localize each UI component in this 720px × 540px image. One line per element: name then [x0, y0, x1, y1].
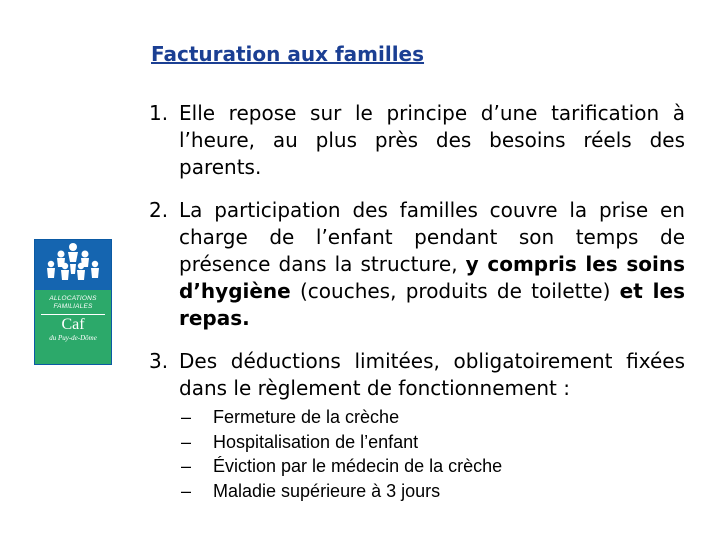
- sub-list-text: Hospitalisation de l’enfant: [213, 431, 419, 452]
- sub-list-dash: –: [181, 407, 192, 427]
- logo-line1: ALLOCATIONS: [49, 295, 97, 302]
- sub-list-item: [181, 430, 502, 455]
- item-text-part: La participation des familles couvre la prise en charge de l’enfant pendant son temps de présence dans la structure,: [179, 198, 685, 276]
- sub-list-text: Éviction par le médecin de la crèche: [213, 456, 503, 476]
- sub-list-dash: –: [181, 431, 192, 452]
- sub-list-text: Fermeture de la crèche: [213, 407, 400, 427]
- logo-caf: Caf: [61, 316, 85, 333]
- item-text: [179, 197, 685, 332]
- sub-list-text: Maladie supérieure à 3 jours: [213, 480, 441, 501]
- list-item: [149, 197, 685, 332]
- sub-list-item: [181, 454, 502, 479]
- numbered-list: [149, 100, 685, 418]
- family-figures-icon: [35, 240, 111, 290]
- item-text-bold: et les repas.: [179, 279, 685, 330]
- item-text: Elle repose sur le principe d’une tarification à l’heure, au plus près des besoins réels des parents.: [179, 101, 685, 179]
- sub-list-item: [181, 405, 502, 430]
- logo-subtitle: du Puy-de-Dôme: [49, 334, 97, 342]
- logo-text-area: [35, 290, 111, 364]
- item-number: 2.: [149, 198, 169, 222]
- item-text-bold: y compris les soins d’hygiène: [179, 252, 685, 303]
- slide-title: Facturation aux familles: [151, 42, 425, 66]
- sub-list: [181, 405, 502, 503]
- left-band: [0, 0, 136, 540]
- list-item: [149, 348, 685, 402]
- sub-list-item: [181, 479, 502, 504]
- sub-list-dash: –: [181, 480, 192, 501]
- logo-line2: FAMILIALES: [53, 303, 93, 310]
- item-number: 3.: [149, 349, 169, 373]
- sub-list-dash: –: [181, 456, 192, 476]
- item-text: Des déductions limitées, obligatoirement fixées dans le règlement de fonctionnement :: [179, 349, 685, 400]
- logo-rule: [41, 314, 105, 315]
- logo-family-figures: [35, 240, 111, 290]
- list-item: [149, 100, 685, 181]
- item-number: 1.: [149, 101, 169, 125]
- caf-logo: [34, 239, 112, 365]
- item-text-part: (couches, produits de toilette): [290, 279, 620, 303]
